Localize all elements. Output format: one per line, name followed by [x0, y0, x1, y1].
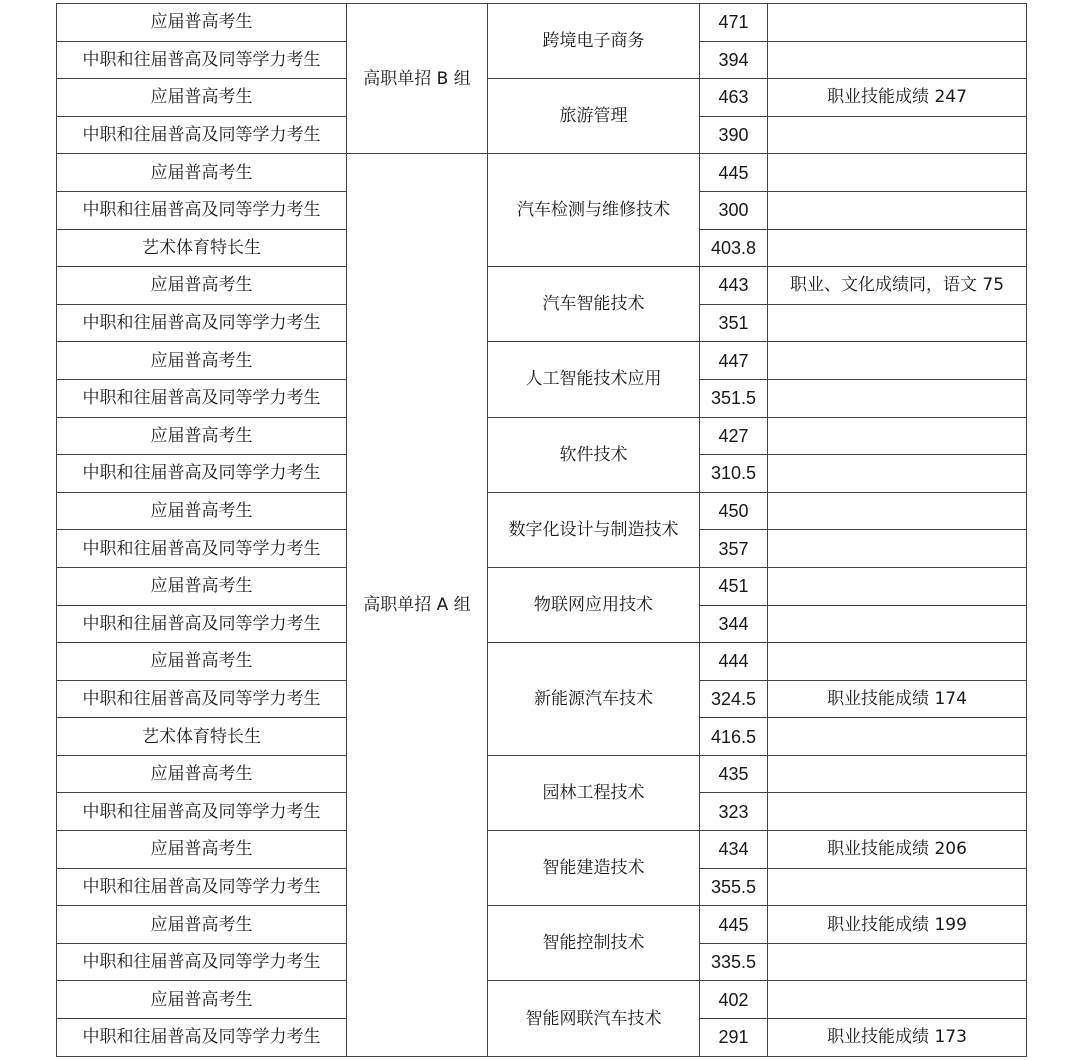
- score-cell: 434: [700, 831, 768, 869]
- major-cell: 跨境电子商务: [488, 4, 700, 79]
- candidate-type-cell: 应届普高考生: [57, 755, 347, 793]
- score-cell: 443: [700, 267, 768, 305]
- candidate-type-cell: 应届普高考生: [57, 154, 347, 192]
- remark-cell: [768, 793, 1027, 831]
- remark-cell: [768, 379, 1027, 417]
- remark-cell: [768, 191, 1027, 229]
- remark-cell: 职业技能成绩 173: [768, 1019, 1027, 1057]
- major-cell: 数字化设计与制造技术: [488, 492, 700, 567]
- major-cell: 人工智能技术应用: [488, 342, 700, 417]
- candidate-type-cell: 中职和往届普高及同等学力考生: [57, 1019, 347, 1057]
- admission-score-table: [56, 3, 1027, 1057]
- candidate-type-cell: 应届普高考生: [57, 906, 347, 944]
- remark-cell: [768, 530, 1027, 568]
- remark-cell: [768, 943, 1027, 981]
- table-row: [57, 492, 1027, 530]
- score-cell: 403.8: [700, 229, 768, 267]
- score-cell: 355.5: [700, 868, 768, 906]
- major-cell: 智能控制技术: [488, 906, 700, 981]
- candidate-type-cell: 艺术体育特长生: [57, 718, 347, 756]
- remark-cell: 职业技能成绩 247: [768, 79, 1027, 117]
- score-cell: 444: [700, 643, 768, 681]
- table-row: [57, 342, 1027, 380]
- table-row: [57, 154, 1027, 192]
- score-cell: 394: [700, 41, 768, 79]
- remark-cell: [768, 304, 1027, 342]
- table-row: [57, 755, 1027, 793]
- score-cell: 335.5: [700, 943, 768, 981]
- candidate-type-cell: 应届普高考生: [57, 417, 347, 455]
- table-row: [57, 4, 1027, 42]
- candidate-type-cell: 中职和往届普高及同等学力考生: [57, 530, 347, 568]
- remark-cell: [768, 605, 1027, 643]
- table-row: [57, 981, 1027, 1019]
- candidate-type-cell: 中职和往届普高及同等学力考生: [57, 868, 347, 906]
- major-cell: 汽车检测与维修技术: [488, 154, 700, 267]
- score-cell: 357: [700, 530, 768, 568]
- major-cell: 智能网联汽车技术: [488, 981, 700, 1056]
- candidate-type-cell: 应届普高考生: [57, 831, 347, 869]
- score-cell: 450: [700, 492, 768, 530]
- remark-cell: [768, 41, 1027, 79]
- remark-cell: [768, 718, 1027, 756]
- candidate-type-cell: 中职和往届普高及同等学力考生: [57, 943, 347, 981]
- candidate-type-cell: 中职和往届普高及同等学力考生: [57, 116, 347, 154]
- candidate-type-cell: 中职和往届普高及同等学力考生: [57, 379, 347, 417]
- score-cell: 310.5: [700, 455, 768, 493]
- score-cell: 402: [700, 981, 768, 1019]
- remark-cell: [768, 455, 1027, 493]
- remark-cell: [768, 417, 1027, 455]
- candidate-type-cell: 中职和往届普高及同等学力考生: [57, 455, 347, 493]
- candidate-type-cell: 中职和往届普高及同等学力考生: [57, 41, 347, 79]
- table-row: [57, 267, 1027, 305]
- score-cell: 463: [700, 79, 768, 117]
- candidate-type-cell: 应届普高考生: [57, 4, 347, 42]
- score-cell: 351: [700, 304, 768, 342]
- remark-cell: 职业技能成绩 199: [768, 906, 1027, 944]
- candidate-type-cell: 中职和往届普高及同等学力考生: [57, 793, 347, 831]
- major-cell: 园林工程技术: [488, 755, 700, 830]
- major-cell: 智能建造技术: [488, 831, 700, 906]
- table-row: [57, 906, 1027, 944]
- table-row: [57, 643, 1027, 681]
- score-cell: 427: [700, 417, 768, 455]
- group-cell: 高职单招 B 组: [347, 4, 488, 154]
- table-row: [57, 567, 1027, 605]
- candidate-type-cell: 应届普高考生: [57, 492, 347, 530]
- table-body: [57, 4, 1027, 1057]
- remark-cell: 职业技能成绩 174: [768, 680, 1027, 718]
- remark-cell: [768, 342, 1027, 380]
- major-cell: 旅游管理: [488, 79, 700, 154]
- candidate-type-cell: 应届普高考生: [57, 79, 347, 117]
- score-cell: 451: [700, 567, 768, 605]
- remark-cell: [768, 492, 1027, 530]
- table-row: [57, 79, 1027, 117]
- score-cell: 447: [700, 342, 768, 380]
- major-cell: 汽车智能技术: [488, 267, 700, 342]
- candidate-type-cell: 应届普高考生: [57, 342, 347, 380]
- candidate-type-cell: 应届普高考生: [57, 981, 347, 1019]
- candidate-type-cell: 应届普高考生: [57, 643, 347, 681]
- candidate-type-cell: 中职和往届普高及同等学力考生: [57, 191, 347, 229]
- remark-cell: [768, 868, 1027, 906]
- candidate-type-cell: 应届普高考生: [57, 267, 347, 305]
- candidate-type-cell: 中职和往届普高及同等学力考生: [57, 680, 347, 718]
- major-cell: 软件技术: [488, 417, 700, 492]
- score-cell: 323: [700, 793, 768, 831]
- remark-cell: [768, 154, 1027, 192]
- major-cell: 新能源汽车技术: [488, 643, 700, 756]
- score-cell: 435: [700, 755, 768, 793]
- score-cell: 324.5: [700, 680, 768, 718]
- score-cell: 390: [700, 116, 768, 154]
- score-cell: 471: [700, 4, 768, 42]
- remark-cell: [768, 116, 1027, 154]
- remark-cell: [768, 4, 1027, 42]
- score-cell: 351.5: [700, 379, 768, 417]
- remark-cell: [768, 755, 1027, 793]
- table-row: [57, 831, 1027, 869]
- score-cell: 300: [700, 191, 768, 229]
- score-cell: 445: [700, 154, 768, 192]
- candidate-type-cell: 应届普高考生: [57, 567, 347, 605]
- candidate-type-cell: 中职和往届普高及同等学力考生: [57, 605, 347, 643]
- candidate-type-cell: 艺术体育特长生: [57, 229, 347, 267]
- remark-cell: [768, 567, 1027, 605]
- score-cell: 291: [700, 1019, 768, 1057]
- major-cell: 物联网应用技术: [488, 567, 700, 642]
- score-cell: 445: [700, 906, 768, 944]
- remark-cell: [768, 229, 1027, 267]
- remark-cell: 职业技能成绩 206: [768, 831, 1027, 869]
- remark-cell: [768, 981, 1027, 1019]
- score-cell: 416.5: [700, 718, 768, 756]
- remark-cell: 职业、文化成绩同，语文 75: [768, 267, 1027, 305]
- score-cell: 344: [700, 605, 768, 643]
- table-row: [57, 417, 1027, 455]
- group-cell: 高职单招 A 组: [347, 154, 488, 1056]
- remark-cell: [768, 643, 1027, 681]
- candidate-type-cell: 中职和往届普高及同等学力考生: [57, 304, 347, 342]
